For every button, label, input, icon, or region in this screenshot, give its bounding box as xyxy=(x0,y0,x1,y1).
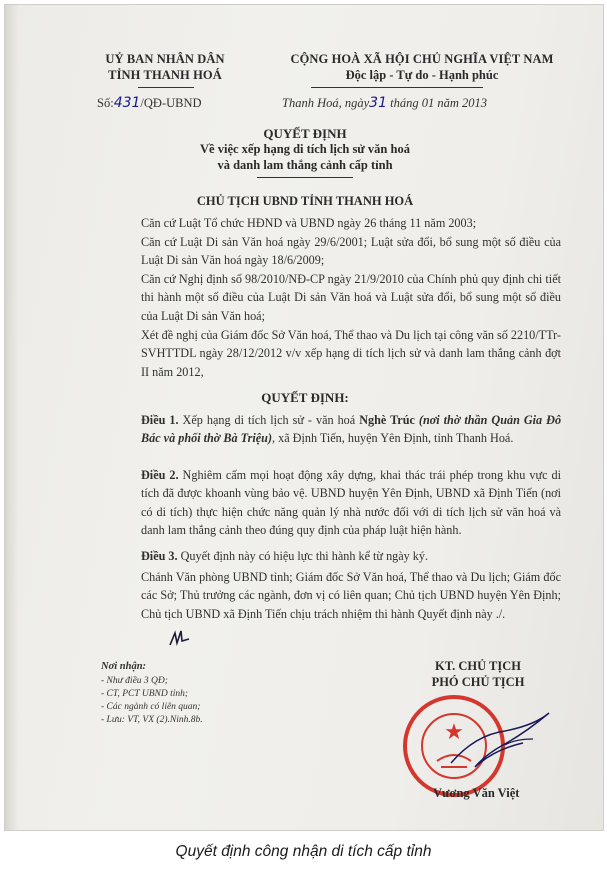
date-suffix: tháng 01 năm 2013 xyxy=(390,96,487,110)
document-photo xyxy=(4,4,604,831)
article-1-label: Điều 1. xyxy=(141,413,179,427)
signer-name: Vương Văn Việt xyxy=(433,786,520,800)
recipient-item: - Lưu: VT, VX (2).Ninh.8b. xyxy=(101,715,203,725)
signature-title-2: PHÓ CHỦ TỊCH xyxy=(431,675,525,689)
issuing-authority-line2: TỈNH THANH HOÁ xyxy=(108,68,222,82)
article-1 xyxy=(103,411,561,448)
article-1-italic: (nơi thờ thần Quản Gia Đô Bác và phối thờ Bà Triệu) xyxy=(141,413,562,446)
national-title: CỘNG HOÀ XÃ HỘI CHỦ NGHĨA VIỆT NAM xyxy=(290,52,554,66)
title-underline xyxy=(257,177,353,178)
recipients-block xyxy=(101,660,203,727)
article-3 xyxy=(103,547,561,565)
document-subject-line2: và danh lam thắng cảnh cấp tỉnh xyxy=(217,158,393,172)
preamble-3: Căn cứ Nghị định số 98/2010/NĐ-CP ngày 21/9/2010 của Chính phủ quy định chi tiết thi hành một số điều của Luật Di sản Văn hoá và Luật sửa đổi, bổ sung một số điều của Luật Di sản Văn hoá; xyxy=(141,272,561,323)
handwritten-signature-icon xyxy=(445,705,555,775)
recipient-item: - Các ngành có liên quan; xyxy=(101,702,201,712)
article-1-site-name: Nghè Trúc xyxy=(359,413,415,427)
closing-paragraph: Chánh Văn phòng UBND tỉnh; Giám đốc Sở Văn hoá, Thể thao và Du lịch; Giám đốc các Sở; Thủ trưởng các ngành, đơn vị có liên quan; Chủ tịch UBND huyện Yên Định; Chủ tịch UBND xã Định Tiến chịu trách nhiệm thi hành Quyết định này ./. xyxy=(141,570,561,621)
decision-heading: QUYẾT ĐỊNH: xyxy=(261,390,349,405)
preamble-2: Căn cứ Luật Di sản Văn hoá ngày 29/6/2001; Luật sửa đổi, bổ sung một số điều của Luật Di sản Văn hoá ngày 18/6/2009; xyxy=(141,235,561,268)
signature-title-1: KT. CHỦ TỊCH xyxy=(434,659,521,673)
number-suffix: /QĐ-UBND xyxy=(140,96,202,110)
document-number xyxy=(97,94,202,112)
recipient-item: - Như điều 3 QĐ; xyxy=(101,676,168,686)
article-1-text-a: Xếp hạng di tích lịch sử - văn hoá xyxy=(182,413,356,427)
article-3-label: Điều 3. xyxy=(141,549,178,563)
official-seal-icon: ★ xyxy=(403,695,505,797)
right-header-underline xyxy=(311,87,483,88)
issuer-heading: CHỦ TỊCH UBND TỈNH THANH HOÁ xyxy=(196,194,414,208)
image-caption: Quyết định công nhận di tích cấp tỉnh xyxy=(175,843,432,860)
document-title: QUYẾT ĐỊNH xyxy=(263,126,347,141)
article-2-label: Điều 2. xyxy=(141,468,179,482)
document-subject-line1: Về việc xếp hạng di tích lịch sử văn hoá xyxy=(200,142,410,156)
preamble-4: Xét đề nghị của Giám đốc Sở Văn hoá, Thể thao và Du lịch tại công văn số 2210/TTr-SVHTTDL ngày 28/12/2012 v/v xếp hạng di tích lịch sử và danh lam thắng cảnh đợt II năm 2012, xyxy=(141,328,561,379)
recipient-item: - CT, PCT UBND tỉnh; xyxy=(101,689,189,699)
issuing-authority-line1: UỶ BAN NHÂN DÂN xyxy=(105,52,225,66)
article-2 xyxy=(103,466,561,539)
date-prefix: Thanh Hoá, ngày xyxy=(282,96,370,110)
article-1-text-b: , xã Định Tiến, huyện Yên Định, tỉnh Thanh Hoá. xyxy=(272,431,514,446)
article-3-text: Quyết định này có hiệu lực thi hành kể từ ngày ký. xyxy=(180,549,429,563)
number-handwritten: 431 xyxy=(113,95,141,111)
recipients-heading: Nơi nhận: xyxy=(101,661,147,672)
number-prefix: Số: xyxy=(97,96,114,110)
article-2-text: Nghiêm cấm mọi hoạt động xây dựng, khai thác trái phép trong khu vực di tích đã được khoanh vùng bảo vệ. UBND huyện Yên Định, UBND xã Định Tiến (nơi có di tích) thực hiện chức năng quản lý nhà nước đối với di tích lịch sử văn hoá và danh lam thắng cảnh theo đúng quy định của pháp luật hiện hành. xyxy=(141,468,561,537)
preamble-1: Căn cứ Luật Tổ chức HĐND và UBND ngày 26 tháng 11 năm 2003; xyxy=(141,216,477,230)
date-day-handwritten: 31 xyxy=(369,95,387,111)
initial-mark-icon xyxy=(167,627,193,649)
national-motto: Độc lập - Tự do - Hạnh phúc xyxy=(345,68,499,82)
left-header-underline xyxy=(138,87,194,88)
document-date xyxy=(282,94,487,112)
